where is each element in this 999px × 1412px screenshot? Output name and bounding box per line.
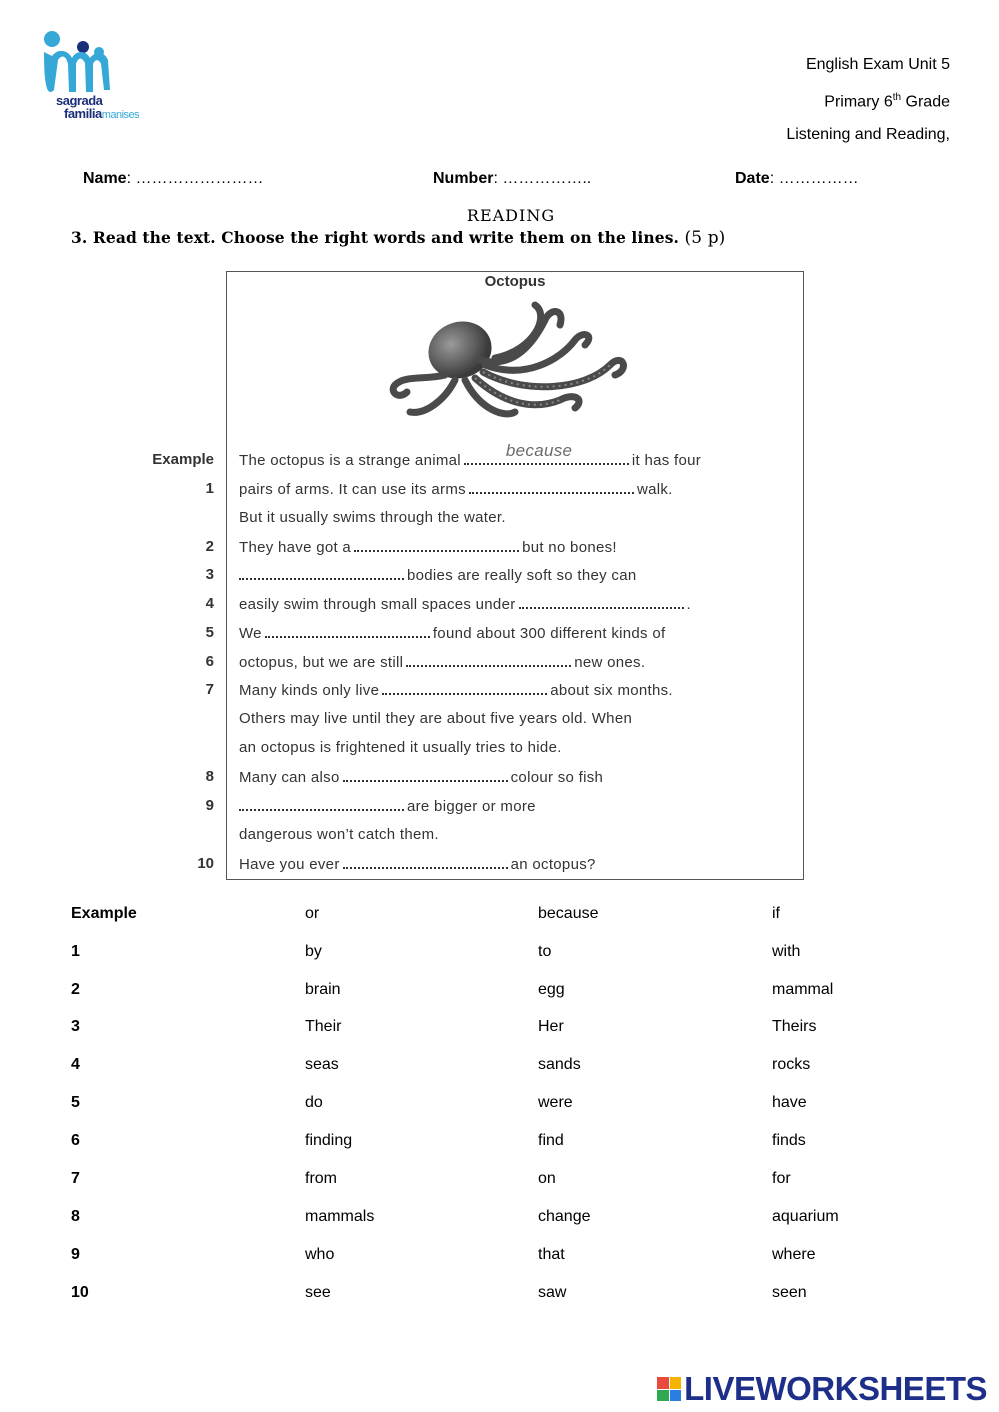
answer-gap-2[interactable] (354, 538, 519, 552)
option[interactable]: if (772, 905, 780, 922)
answer-gap-example: because (464, 451, 629, 465)
option[interactable]: where (772, 1246, 816, 1263)
text-line-8: Many can also colour so fish (239, 769, 604, 786)
exam-sections: Listening and Reading, (786, 126, 950, 144)
line-number: 5 (205, 624, 214, 641)
option[interactable]: seen (772, 1284, 807, 1301)
text-line: dangerous won’t catch them. (239, 826, 439, 843)
option[interactable]: mammals (305, 1208, 375, 1225)
line-number: 8 (205, 768, 214, 785)
answer-gap-10[interactable] (343, 855, 508, 869)
text-line-9: are bigger or more (239, 797, 536, 815)
option[interactable]: brain (305, 981, 341, 998)
option[interactable]: aquarium (772, 1208, 839, 1225)
option[interactable]: on (538, 1170, 556, 1187)
options-row: 2 brain egg mammal (71, 981, 834, 998)
text-line-2: They have got a but no bones! (239, 539, 617, 556)
option[interactable]: by (305, 943, 322, 960)
answer-gap-6[interactable] (406, 653, 571, 667)
options-row: 3 Their Her Theirs (71, 1018, 817, 1035)
option[interactable]: see (305, 1284, 331, 1301)
options-row: 9 who that where (71, 1246, 816, 1263)
exam-grade: Primary 6th Grade (824, 92, 950, 111)
options-row: 8 mammals change aquarium (71, 1208, 839, 1225)
text-line-example: The octopus is a strange animal because it has four (239, 441, 702, 469)
number-field[interactable]: Number: …………….. (433, 170, 592, 187)
answer-gap-9[interactable] (239, 797, 404, 811)
option[interactable]: to (538, 943, 552, 960)
points: (5 p) (684, 228, 726, 248)
logo-place: manises (101, 109, 140, 121)
option[interactable]: change (538, 1208, 591, 1225)
option[interactable]: have (772, 1094, 807, 1111)
text-line-5: We found about 300 different kinds of (239, 625, 666, 642)
date-field[interactable]: Date: …………… (735, 170, 859, 187)
answer-gap-7[interactable] (382, 681, 547, 695)
line-number: Example (152, 451, 214, 468)
answer-gap-1[interactable] (469, 480, 634, 494)
liveworksheets-brand (657, 1370, 987, 1408)
option[interactable]: were (538, 1094, 573, 1111)
option[interactable]: egg (538, 981, 565, 998)
option[interactable]: finding (305, 1132, 353, 1149)
option[interactable]: that (538, 1246, 565, 1263)
option[interactable]: from (305, 1170, 337, 1187)
logo-name: sagrada (56, 93, 103, 108)
option[interactable]: Theirs (772, 1018, 817, 1035)
option[interactable]: sands (538, 1056, 581, 1073)
school-logo (38, 30, 168, 130)
text-line: Others may live until they are about five years old. When (239, 710, 633, 727)
option[interactable]: or (305, 905, 320, 922)
options-row: 1 by to with (71, 943, 801, 960)
option[interactable]: because (538, 905, 599, 922)
exam-header (786, 48, 950, 151)
option[interactable]: Their (305, 1018, 342, 1035)
line-number: 9 (205, 797, 214, 814)
text-line-1: pairs of arms. It can use its arms walk. (239, 481, 673, 498)
liveworksheets-logo-icon (657, 1377, 681, 1401)
line-number: 6 (205, 653, 214, 670)
line-number: 1 (205, 480, 214, 497)
line-number: 7 (205, 681, 214, 698)
option[interactable]: with (772, 943, 801, 960)
text-line-10: Have you ever an octopus? (239, 856, 596, 873)
text-line-4: easily swim through small spaces under . (239, 596, 691, 613)
option[interactable]: seas (305, 1056, 339, 1073)
text-title: Octopus (484, 273, 546, 290)
section-title: READING (466, 206, 556, 225)
options-row: 10 see saw seen (71, 1284, 807, 1301)
text-line: an octopus is frightened it usually tries to hide. (239, 739, 562, 756)
exam-title: English Exam Unit 5 (805, 56, 950, 73)
option[interactable]: find (538, 1132, 564, 1149)
text-line-7: Many kinds only live about six months. (239, 682, 673, 699)
line-number: 4 (205, 595, 214, 612)
brand-text: LIVEWORKSHEETS (684, 1370, 987, 1407)
option[interactable]: Her (538, 1018, 564, 1035)
text-line-6: octopus, but we are still new ones. (239, 654, 646, 671)
logo-sub: familia (64, 106, 102, 121)
options-row: Example or because if (71, 905, 780, 922)
options-row: 6 finding find finds (71, 1132, 806, 1149)
line-number: 3 (205, 566, 214, 583)
name-field[interactable]: Name: …………………… (83, 170, 264, 187)
options-row: 5 do were have (71, 1094, 807, 1111)
line-number: 2 (205, 538, 214, 555)
option[interactable]: do (305, 1094, 323, 1111)
option[interactable]: who (305, 1246, 335, 1263)
option[interactable]: mammal (772, 981, 834, 998)
option[interactable]: rocks (772, 1056, 811, 1073)
octopus-illustration (385, 300, 635, 425)
answer-gap-3[interactable] (239, 566, 404, 580)
answer-gap-8[interactable] (343, 768, 508, 782)
line-number: 10 (197, 855, 214, 872)
options-row: 4 seas sands rocks (71, 1056, 811, 1073)
option[interactable]: saw (538, 1284, 567, 1301)
instruction: 3. Read the text. Choose the right words and write them on the lines. (5 p) (71, 228, 726, 248)
option[interactable]: for (772, 1170, 791, 1187)
text-line-3: bodies are really soft so they can (239, 566, 637, 584)
answer-gap-4[interactable] (519, 595, 684, 609)
logo-figures-icon (38, 30, 118, 100)
text-line: But it usually swims through the water. (239, 509, 506, 526)
options-row: 7 from on for (71, 1170, 791, 1187)
answer-gap-5[interactable] (265, 624, 430, 638)
option[interactable]: finds (772, 1132, 806, 1149)
